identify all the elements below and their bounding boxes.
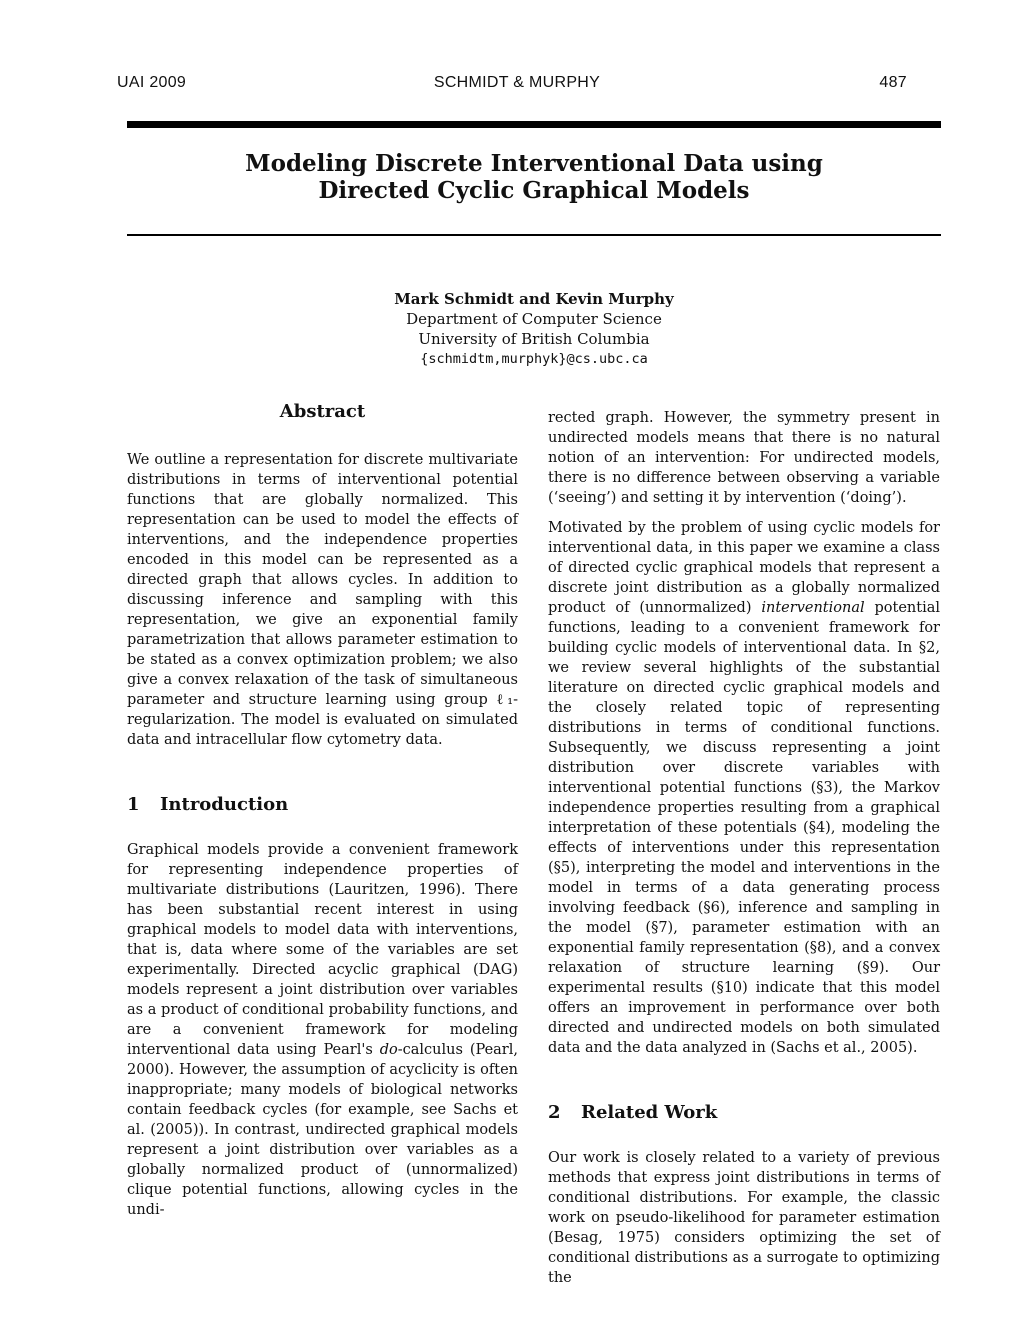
left-column (127, 402, 518, 1220)
intro-paragraph-2 (548, 518, 940, 1058)
title-line-1: Modeling Discrete Interventional Data using (245, 150, 823, 177)
intro-p1-text-b: -calculus (Pearl, 2000). However, the assumption of acyclicity is often inappropriate; many models of biological networks contain feedback cycles (for example, see Sachs et al. (2005)). In contrast, undirected graphical models represent a joint distribution over variables as a globally normalized product of (unnormalized) clique potential functions, allowing cycles in the undi- (127, 1042, 518, 1218)
section-number: 1 (127, 794, 140, 815)
intro-p1-do: do (379, 1042, 398, 1058)
author-email: {schmidtm,murphyk}@cs.ubc.ca (420, 351, 648, 367)
intro-paragraph-1 (127, 840, 518, 1220)
running-head-authors: SCHMIDT & MURPHY (433, 74, 601, 91)
intro-p1-text-a: Graphical models provide a convenient framework for representing independence properties of multivariate distributions (Lauritzen, 1996). There has been substantial recent interest in using graphical models to model data with interventions, that is, data where some of the variables are set experimentally. Directed acyclic graphical (DAG) models represent a joint distribution over variables as a product of conditional probability functions, and are a convenient framework for modeling interventional data using Pearl's (127, 842, 518, 1058)
running-head (117, 74, 907, 96)
section-title: Related Work (581, 1102, 718, 1123)
intro-p2-emphasis: interventional (761, 600, 865, 616)
author-block (127, 289, 941, 369)
related-paragraph-1: Our work is closely related to a variety of previous methods that express joint distributions in terms of conditional distributions. For example, the classic work on pseudo-likelihood for parameter estimation (Besag, 1975) considers optimizing the set of conditional distributions as a surrogate to optimizing the (548, 1150, 940, 1286)
section-heading-related-work (548, 1102, 940, 1124)
intro-p2-text-a: Motivated by the problem of using cyclic models for interventional data, in this paper we examine a class of directed cyclic graphical models that represent a discrete joint distribution as a globally normalized product of (unnormalized) (548, 520, 940, 616)
title-rule-top (127, 121, 941, 128)
title-line-2: Directed Cyclic Graphical Models (318, 177, 750, 204)
author-names: Mark Schmidt and Kevin Murphy (394, 290, 674, 308)
section-number: 2 (548, 1102, 561, 1123)
section-title: Introduction (160, 794, 289, 815)
intro-paragraph-1-continued: rected graph. However, the symmetry present in undirected models means that there is no natural notion of an intervention: For undirected models, there is no difference between observing a variable (‘seeing’) and setting it by intervention (‘doing’). (548, 410, 940, 506)
section-heading-introduction (127, 794, 518, 816)
abstract-text: We outline a representation for discrete multivariate distributions in terms of interventional potential functions that are globally normalized. This representation can be used to model the effects of interventions, and the independence properties encoded in this model can be represented as a directed graph that allows cycles. In addition to discussing inference and sampling with this representation, we give an exponential family parametrization that allows parameter estimation to be stated as a convex optimization problem; we also give a convex relaxation of the task of simultaneous parameter and structure learning using group ℓ₁-regularization. The model is evaluated on simulated data and intracellular flow cytometry data. (127, 452, 518, 748)
abstract-heading: Abstract (279, 401, 366, 422)
page-number: 487 (879, 74, 907, 91)
running-head-venue: UAI 2009 (117, 74, 187, 91)
author-department: Department of Computer Science (406, 310, 662, 328)
author-university: University of British Columbia (418, 330, 650, 348)
intro-p2-text-b: potential functions, leading to a convenient framework for building cyclic models of interventional data. In §2, we review several highlights of the substantial literature on directed cyclic graphical models and the closely related topic of representing distributions in terms of conditional functions. Subsequently, we discuss representing a joint distribution over discrete variables with interventional potential functions (§3), the Markov independence properties resulting from a graphical interpretation of these potentials (§4), modeling the effects of interventions under this representation (§5), interpreting the model and interventions in the model in terms of a data generating process involving feedback (§6), inference and sampling in the model (§7), parameter estimation with an exponential family representation (§8), and a convex relaxation of structure learning (§9). Our experimental results (§10) indicate that this model offers an improvement in performance over both directed and undirected models on both simulated data and the data analyzed in (Sachs et al., 2005). (548, 600, 941, 1056)
right-column (548, 408, 940, 1288)
title-rule-bottom (127, 234, 941, 236)
paper-title (127, 150, 941, 204)
